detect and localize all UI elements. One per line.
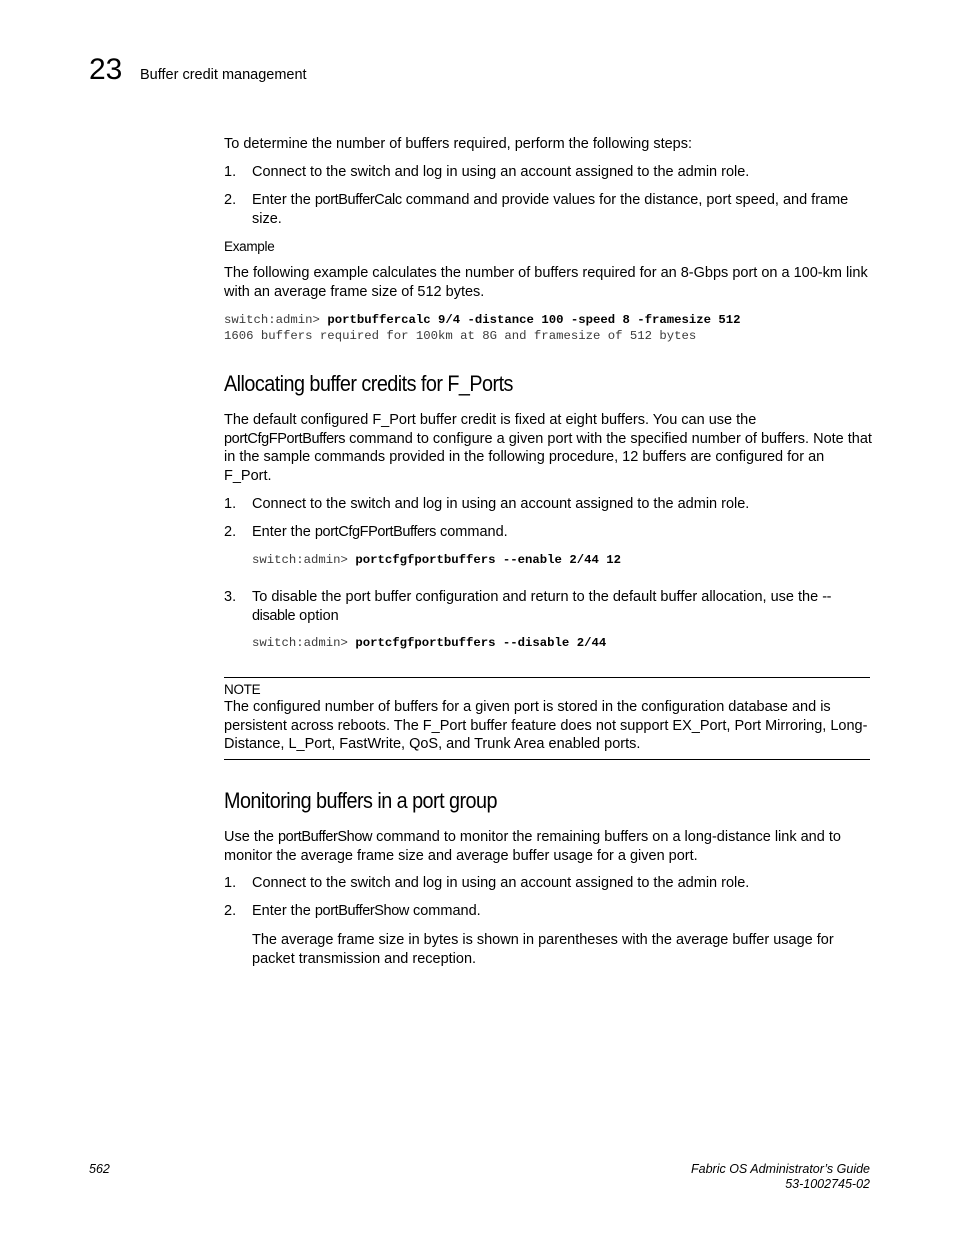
step-text xyxy=(252,588,872,625)
step-number: 1. xyxy=(224,164,237,180)
intro-text: To determine the number of buffers required, perform the following steps: xyxy=(224,136,693,152)
para-post: command to monitor the remaining buffers on a long-distance link and to monitor the average frame size and average buffer usage for a given port. xyxy=(224,829,841,864)
note-text: The configured number of buffers for a given port is stored in the configuration database and is persistent across reboots. The F_Port buffer feature does not support EX_Port, Port Mirroring, Long-Distance, L_Port, FastWrite, QoS, and Trunk Area enabled ports. xyxy=(224,699,868,753)
step-text-post: command and provide values for the distance, port speed, and frame size. xyxy=(252,192,849,227)
step-detail: The average frame size in bytes is shown in parentheses with the average buffer usage for packet transmission and reception. xyxy=(252,932,834,967)
chapter-title: Buffer credit management xyxy=(140,67,307,83)
command-name: portBufferCalc xyxy=(314,192,402,208)
note-label: NOTE xyxy=(224,682,261,697)
step-text-pre: Enter the xyxy=(252,524,315,540)
page-number: 562 xyxy=(89,1162,110,1176)
step-number: 1. xyxy=(224,496,237,512)
step-number: 3. xyxy=(224,589,237,605)
code-prompt: switch:admin> xyxy=(252,636,356,650)
step-number: 2. xyxy=(224,903,237,919)
chapter-number: 23 xyxy=(89,53,123,86)
example-label: Example xyxy=(224,239,275,254)
section-paragraph xyxy=(224,828,874,865)
code-prompt: switch:admin> xyxy=(224,313,328,327)
para-pre: The default configured F_Port buffer credit is fixed at eight buffers. You can use the xyxy=(224,412,757,428)
code-block xyxy=(252,635,606,651)
section-paragraph xyxy=(224,411,874,485)
para-pre: Use the xyxy=(224,829,278,845)
step-number: 1. xyxy=(224,875,237,891)
command-name: portCfgFPortBuffers xyxy=(314,524,436,540)
step-number: 2. xyxy=(224,524,237,540)
step-text-pre: Enter the xyxy=(252,903,315,919)
code-command: portcfgfportbuffers --disable 2/44 xyxy=(355,636,607,650)
note-bottom-rule xyxy=(224,759,870,760)
code-block xyxy=(252,552,621,568)
guide-title: Fabric OS Administrator’s Guide xyxy=(691,1162,870,1176)
step-text-post: command. xyxy=(435,524,508,540)
step-text xyxy=(252,523,872,542)
step-text: Connect to the switch and log in using an account assigned to the admin role. xyxy=(252,496,750,512)
option-name: --disable xyxy=(252,589,832,624)
code-output: 1606 buffers required for 100km at 8G and framesize of 512 bytes xyxy=(224,329,697,343)
code-command: portcfgfportbuffers --enable 2/44 12 xyxy=(355,553,621,567)
para-post: command to configure a given port with the specified number of buffers. Note that in the sample commands provided in the following procedure, 12 buffers are configured for an F_Port. xyxy=(224,430,872,484)
doc-number: 53-1002745-02 xyxy=(785,1177,870,1191)
command-name: portCfgFPortBuffers xyxy=(224,430,346,447)
code-block xyxy=(224,312,741,344)
step-text: Connect to the switch and log in using an account assigned to the admin role. xyxy=(252,164,750,180)
step-number: 2. xyxy=(224,192,237,208)
step-text-post: option xyxy=(295,607,339,624)
code-command: portbuffercalc 9/4 -distance 100 -speed 8 -framesize 512 xyxy=(327,313,741,327)
step-text-pre: Enter the xyxy=(252,192,315,208)
command-name: portBufferShow xyxy=(314,903,409,919)
example-text: The following example calculates the number of buffers required for an 8-Gbps port on a 100-km link with an average frame size of 512 bytes. xyxy=(224,265,868,300)
step-text: Connect to the switch and log in using an account assigned to the admin role. xyxy=(252,875,750,891)
command-name: portBufferShow xyxy=(278,829,373,845)
step-text-post: command. xyxy=(408,903,481,919)
step-text-pre: To disable the port buffer configuration and return to the default buffer allocation, use the xyxy=(252,589,823,605)
step-text xyxy=(252,902,872,921)
step-text xyxy=(252,191,872,228)
section-heading: Allocating buffer credits for F_Ports xyxy=(224,371,513,396)
note-top-rule xyxy=(224,677,870,678)
code-prompt: switch:admin> xyxy=(252,553,356,567)
section-heading: Monitoring buffers in a port group xyxy=(224,788,497,813)
